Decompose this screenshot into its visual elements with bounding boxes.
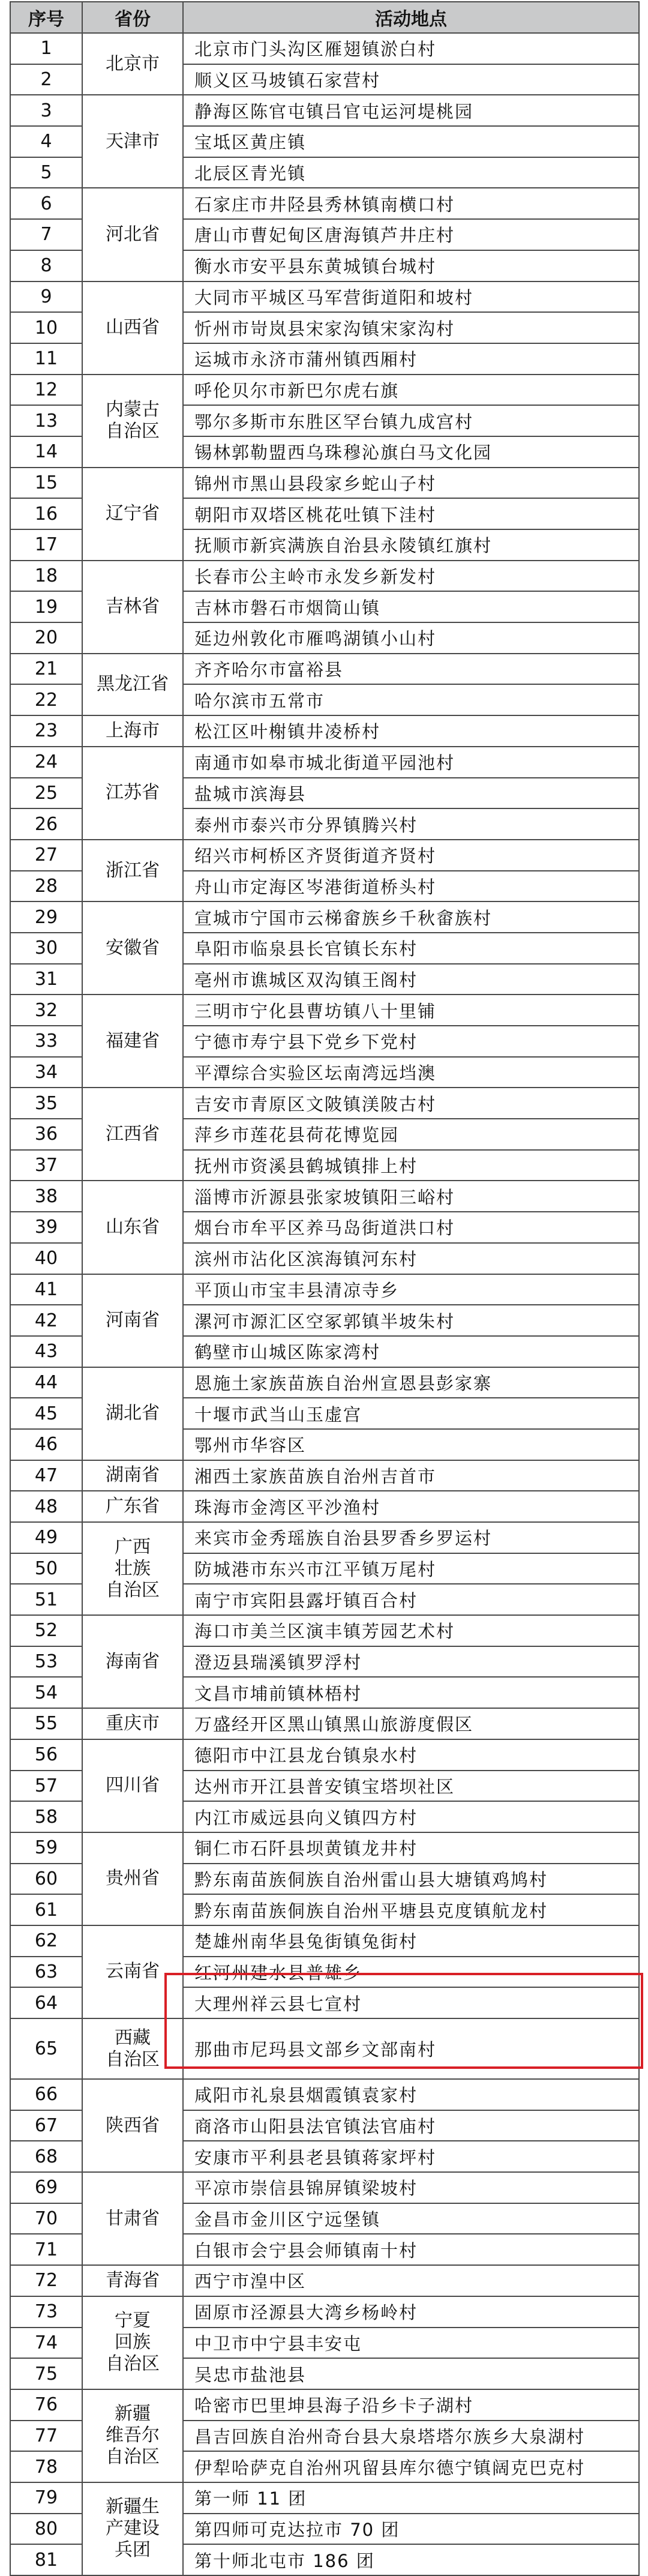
row-index: 64	[10, 1987, 82, 2018]
row-index: 42	[10, 1305, 82, 1336]
row-index: 47	[10, 1460, 82, 1491]
location-cell: 黔东南苗族侗族自治州平塘县克度镇航龙村	[183, 1894, 639, 1925]
row-index: 70	[10, 2203, 82, 2234]
row-index: 55	[10, 1708, 82, 1739]
location-cell: 萍乡市莲花县荷花博览园	[183, 1119, 639, 1150]
row-index: 10	[10, 312, 82, 343]
table-row	[10, 1181, 639, 1212]
table-row	[10, 468, 639, 499]
province-cell: 湖北省	[82, 1367, 183, 1460]
row-index: 37	[10, 1150, 82, 1181]
row-index: 3	[10, 95, 82, 126]
location-cell: 黔东南苗族侗族自治州雷山县大塘镇鸡鸠村	[183, 1864, 639, 1895]
location-cell: 忻州市岢岚县宋家沟镇宋家沟村	[183, 312, 639, 343]
location-cell: 静海区陈官屯镇吕官屯运河堤桃园	[183, 95, 639, 126]
location-cell: 铜仁市石阡县坝黄镇龙井村	[183, 1832, 639, 1864]
table-header-row	[10, 2, 639, 33]
table-row	[10, 1460, 639, 1491]
province-cell: 云南省	[82, 1925, 183, 2018]
row-index: 28	[10, 871, 82, 902]
row-index: 48	[10, 1491, 82, 1522]
location-cell: 平凉市崇信县锦屏镇梁坡村	[183, 2172, 639, 2203]
location-cell: 澄迈县瑞溪镇罗浮村	[183, 1646, 639, 1678]
table-row	[10, 1739, 639, 1771]
table-body	[10, 33, 639, 2575]
location-cell: 那曲市尼玛县文部乡文部南村	[183, 2018, 639, 2079]
province-cell: 山西省	[82, 281, 183, 375]
location-cell: 烟台市牟平区养马岛街道洪口村	[183, 1212, 639, 1243]
row-index: 59	[10, 1832, 82, 1864]
location-cell: 锡林郭勒盟西乌珠穆沁旗白马文化园	[183, 436, 639, 468]
table-row	[10, 33, 639, 64]
row-index: 40	[10, 1243, 82, 1274]
province-cell: 广东省	[82, 1491, 183, 1522]
row-index: 73	[10, 2296, 82, 2328]
row-index: 57	[10, 1771, 82, 1802]
province-cell: 内蒙古 自治区	[82, 375, 183, 468]
location-cell: 南宁市宾阳县露圩镇百合村	[183, 1584, 639, 1615]
table-row	[10, 1088, 639, 1119]
province-cell: 辽宁省	[82, 468, 183, 561]
row-index: 45	[10, 1398, 82, 1429]
row-index: 20	[10, 622, 82, 654]
row-index: 36	[10, 1119, 82, 1150]
table-row	[10, 2265, 639, 2296]
location-cell: 延边州敦化市雁鸣湖镇小山村	[183, 622, 639, 654]
location-cell: 吴忠市盐池县	[183, 2358, 639, 2389]
row-index: 12	[10, 375, 82, 406]
header-index: 序号	[10, 2, 82, 33]
row-index: 2	[10, 64, 82, 95]
row-index: 67	[10, 2110, 82, 2141]
row-index: 71	[10, 2234, 82, 2265]
row-index: 35	[10, 1088, 82, 1119]
location-cell: 第十师北屯市 186 团	[183, 2544, 639, 2575]
row-index: 66	[10, 2079, 82, 2110]
row-index: 15	[10, 468, 82, 499]
location-cell: 海口市美兰区演丰镇芳园艺术村	[183, 1615, 639, 1646]
row-index: 68	[10, 2141, 82, 2172]
location-cell: 昌吉回族自治州奇台县大泉塔塔尔族乡大泉湖村	[183, 2421, 639, 2452]
location-cell: 淄博市沂源县张家坡镇阳三峪村	[183, 1181, 639, 1212]
table-row	[10, 2018, 639, 2079]
row-index: 29	[10, 901, 82, 933]
row-index: 5	[10, 157, 82, 188]
table-row	[10, 747, 639, 778]
table-row	[10, 2296, 639, 2328]
location-cell: 平潭综合实验区坛南湾远垱澳	[183, 1057, 639, 1088]
location-cell: 十堰市武当山玉虚宫	[183, 1398, 639, 1429]
table-row	[10, 1522, 639, 1553]
location-cell: 抚顺市新宾满族自治县永陵镇红旗村	[183, 529, 639, 561]
row-index: 75	[10, 2358, 82, 2389]
row-index: 14	[10, 436, 82, 468]
row-index: 27	[10, 840, 82, 871]
row-index: 58	[10, 1801, 82, 1832]
location-cell: 第四师可克达拉市 70 团	[183, 2514, 639, 2545]
row-index: 7	[10, 219, 82, 250]
location-cell: 舟山市定海区岑港街道桥头村	[183, 871, 639, 902]
province-cell: 山东省	[82, 1181, 183, 1274]
location-cell: 鄂州市华容区	[183, 1429, 639, 1460]
location-cell: 宝坻区黄庄镇	[183, 126, 639, 157]
row-index: 31	[10, 964, 82, 995]
row-index: 50	[10, 1553, 82, 1584]
location-cell: 宣城市宁国市云梯畲族乡千秋畲族村	[183, 901, 639, 933]
location-cell: 绍兴市柯桥区齐贤街道齐贤村	[183, 840, 639, 871]
province-cell: 陕西省	[82, 2079, 183, 2172]
row-index: 18	[10, 561, 82, 592]
row-index: 17	[10, 529, 82, 561]
row-index: 79	[10, 2482, 82, 2514]
province-cell: 重庆市	[82, 1708, 183, 1739]
province-cell: 湖南省	[82, 1460, 183, 1491]
location-cell: 阜阳市临泉县长官镇长东村	[183, 933, 639, 964]
row-index: 76	[10, 2389, 82, 2421]
location-cell: 咸阳市礼泉县烟霞镇袁家村	[183, 2079, 639, 2110]
row-index: 56	[10, 1739, 82, 1771]
province-cell: 黑龙江省	[82, 654, 183, 715]
row-index: 51	[10, 1584, 82, 1615]
location-cell: 唐山市曹妃甸区唐海镇芦井庄村	[183, 219, 639, 250]
province-cell: 浙江省	[82, 840, 183, 901]
row-index: 54	[10, 1677, 82, 1708]
province-cell: 北京市	[82, 33, 183, 95]
row-index: 38	[10, 1181, 82, 1212]
province-cell: 贵州省	[82, 1832, 183, 1925]
location-cell: 泰州市泰兴市分界镇腾兴村	[183, 808, 639, 840]
location-cell: 北京市门头沟区雁翅镇淤白村	[183, 33, 639, 64]
location-cell: 滨州市沾化区滨海镇河东村	[183, 1243, 639, 1274]
location-cell: 楚雄州南华县兔街镇兔街村	[183, 1925, 639, 1957]
row-index: 1	[10, 33, 82, 64]
province-cell: 海南省	[82, 1615, 183, 1708]
location-cell: 锦州市黑山县段家乡蛇山子村	[183, 468, 639, 499]
location-cell: 三明市宁化县曹坊镇八十里铺	[183, 995, 639, 1026]
row-index: 4	[10, 126, 82, 157]
province-cell: 新疆 维吾尔 自治区	[82, 2389, 183, 2482]
row-index: 22	[10, 684, 82, 715]
location-cell: 长春市公主岭市永发乡新发村	[183, 561, 639, 592]
row-index: 8	[10, 250, 82, 281]
table-row	[10, 188, 639, 219]
row-index: 39	[10, 1212, 82, 1243]
province-cell: 上海市	[82, 715, 183, 747]
table-row	[10, 1615, 639, 1646]
table-row	[10, 2389, 639, 2421]
location-cell: 吉安市青原区文陂镇渼陂古村	[183, 1088, 639, 1119]
province-cell: 河南省	[82, 1274, 183, 1367]
location-cell: 达州市开江县普安镇宝塔坝社区	[183, 1771, 639, 1802]
location-cell: 亳州市谯城区双沟镇王阁村	[183, 964, 639, 995]
location-cell: 防城港市东兴市江平镇万尾村	[183, 1553, 639, 1584]
location-cell: 抚州市资溪县鹤城镇排上村	[183, 1150, 639, 1181]
row-index: 33	[10, 1026, 82, 1057]
location-cell: 安康市平利县老县镇蒋家坪村	[183, 2141, 639, 2172]
location-cell: 南通市如皋市城北街道平园池村	[183, 747, 639, 778]
table-row	[10, 281, 639, 313]
row-index: 13	[10, 405, 82, 436]
location-cell: 吉林市磐石市烟筒山镇	[183, 591, 639, 622]
location-cell: 大同市平城区马军营街道阳和坡村	[183, 281, 639, 313]
row-index: 9	[10, 281, 82, 313]
location-cell: 漯河市源汇区空冢郭镇半坡朱村	[183, 1305, 639, 1336]
row-index: 78	[10, 2451, 82, 2482]
row-index: 46	[10, 1429, 82, 1460]
location-cell: 齐齐哈尔市富裕县	[183, 654, 639, 685]
province-cell: 河北省	[82, 188, 183, 281]
location-cell: 西宁市湟中区	[183, 2265, 639, 2296]
location-cell: 顺义区马坡镇石家营村	[183, 64, 639, 95]
location-cell: 石家庄市井陉县秀林镇南横口村	[183, 188, 639, 219]
location-cell: 衡水市安平县东黄城镇台城村	[183, 250, 639, 281]
row-index: 16	[10, 498, 82, 529]
table-row	[10, 840, 639, 871]
location-cell: 运城市永济市蒲州镇西厢村	[183, 343, 639, 375]
location-cell: 商洛市山阳县法官镇法官庙村	[183, 2110, 639, 2141]
province-cell: 新疆生 产建设 兵团	[82, 2482, 183, 2575]
location-cell: 盐城市滨海县	[183, 778, 639, 809]
location-cell: 朝阳市双塔区桃花吐镇下洼村	[183, 498, 639, 529]
row-index: 44	[10, 1367, 82, 1398]
row-index: 69	[10, 2172, 82, 2203]
location-cell: 内江市威远县向义镇四方村	[183, 1801, 639, 1832]
header-province: 省份	[82, 2, 183, 33]
table-row	[10, 1708, 639, 1739]
province-cell: 宁夏 回族 自治区	[82, 2296, 183, 2389]
location-cell: 伊犁哈萨克自治州巩留县库尔德宁镇阔克巴克村	[183, 2451, 639, 2482]
row-index: 53	[10, 1646, 82, 1678]
header-location: 活动地点	[183, 2, 639, 33]
table-row	[10, 715, 639, 747]
province-cell: 西藏 自治区	[82, 2018, 183, 2079]
location-cell: 哈密市巴里坤县海子沿乡卡子湖村	[183, 2389, 639, 2421]
province-cell: 青海省	[82, 2265, 183, 2296]
row-index: 63	[10, 1957, 82, 1988]
row-index: 80	[10, 2514, 82, 2545]
table-row	[10, 901, 639, 933]
location-cell: 鄂尔多斯市东胜区罕台镇九成宫村	[183, 405, 639, 436]
table-row	[10, 995, 639, 1026]
row-index: 6	[10, 188, 82, 219]
location-cell: 哈尔滨市五常市	[183, 684, 639, 715]
table-row	[10, 1832, 639, 1864]
row-index: 77	[10, 2421, 82, 2452]
row-index: 74	[10, 2328, 82, 2359]
table-row	[10, 375, 639, 406]
row-index: 30	[10, 933, 82, 964]
activity-location-table	[10, 1, 640, 2576]
row-index: 43	[10, 1336, 82, 1367]
row-index: 26	[10, 808, 82, 840]
row-index: 24	[10, 747, 82, 778]
row-index: 52	[10, 1615, 82, 1646]
row-index: 11	[10, 343, 82, 375]
table-row	[10, 2079, 639, 2110]
location-cell: 第一师 11 团	[183, 2482, 639, 2514]
location-cell: 白银市会宁县会师镇南十村	[183, 2234, 639, 2265]
location-cell: 金昌市金川区宁远堡镇	[183, 2203, 639, 2234]
row-index: 65	[10, 2018, 82, 2079]
location-cell: 宁德市寿宁县下党乡下党村	[183, 1026, 639, 1057]
table-row	[10, 1274, 639, 1305]
province-cell: 吉林省	[82, 561, 183, 654]
province-cell: 江苏省	[82, 747, 183, 840]
location-cell: 北辰区青光镇	[183, 157, 639, 188]
row-index: 81	[10, 2544, 82, 2575]
location-cell: 来宾市金秀瑶族自治县罗香乡罗运村	[183, 1522, 639, 1553]
table-row	[10, 2482, 639, 2514]
row-index: 32	[10, 995, 82, 1026]
table-row	[10, 1367, 639, 1398]
location-cell: 大理州祥云县七宣村	[183, 1987, 639, 2018]
province-cell: 四川省	[82, 1739, 183, 1832]
location-cell: 松江区叶榭镇井凌桥村	[183, 715, 639, 747]
location-cell: 湘西土家族苗族自治州吉首市	[183, 1460, 639, 1491]
location-cell: 红河州建水县普雄乡	[183, 1957, 639, 1988]
row-index: 72	[10, 2265, 82, 2296]
row-index: 34	[10, 1057, 82, 1088]
row-index: 49	[10, 1522, 82, 1553]
province-cell: 广西 壮族 自治区	[82, 1522, 183, 1615]
province-cell: 福建省	[82, 995, 183, 1088]
location-cell: 鹤壁市山城区陈家湾村	[183, 1336, 639, 1367]
province-cell: 天津市	[82, 95, 183, 188]
row-index: 19	[10, 591, 82, 622]
location-cell: 珠海市金湾区平沙渔村	[183, 1491, 639, 1522]
table-row	[10, 95, 639, 126]
province-cell: 安徽省	[82, 901, 183, 995]
table-row	[10, 561, 639, 592]
row-index: 41	[10, 1274, 82, 1305]
row-index: 21	[10, 654, 82, 685]
table-row	[10, 2172, 639, 2203]
row-index: 62	[10, 1925, 82, 1957]
row-index: 23	[10, 715, 82, 747]
location-cell: 德阳市中江县龙台镇泉水村	[183, 1739, 639, 1771]
row-index: 25	[10, 778, 82, 809]
location-cell: 平顶山市宝丰县清凉寺乡	[183, 1274, 639, 1305]
location-cell: 呼伦贝尔市新巴尔虎右旗	[183, 375, 639, 406]
location-cell: 万盛经开区黑山镇黑山旅游度假区	[183, 1708, 639, 1739]
province-cell: 江西省	[82, 1088, 183, 1181]
table-row	[10, 654, 639, 685]
location-cell: 中卫市中宁县丰安屯	[183, 2328, 639, 2359]
province-cell: 甘肃省	[82, 2172, 183, 2265]
location-cell: 固原市泾源县大湾乡杨岭村	[183, 2296, 639, 2328]
row-index: 60	[10, 1864, 82, 1895]
table-row	[10, 1491, 639, 1522]
table-row	[10, 1925, 639, 1957]
location-cell: 恩施土家族苗族自治州宣恩县彭家寨	[183, 1367, 639, 1398]
location-cell: 文昌市埔前镇林梧村	[183, 1677, 639, 1708]
row-index: 61	[10, 1894, 82, 1925]
